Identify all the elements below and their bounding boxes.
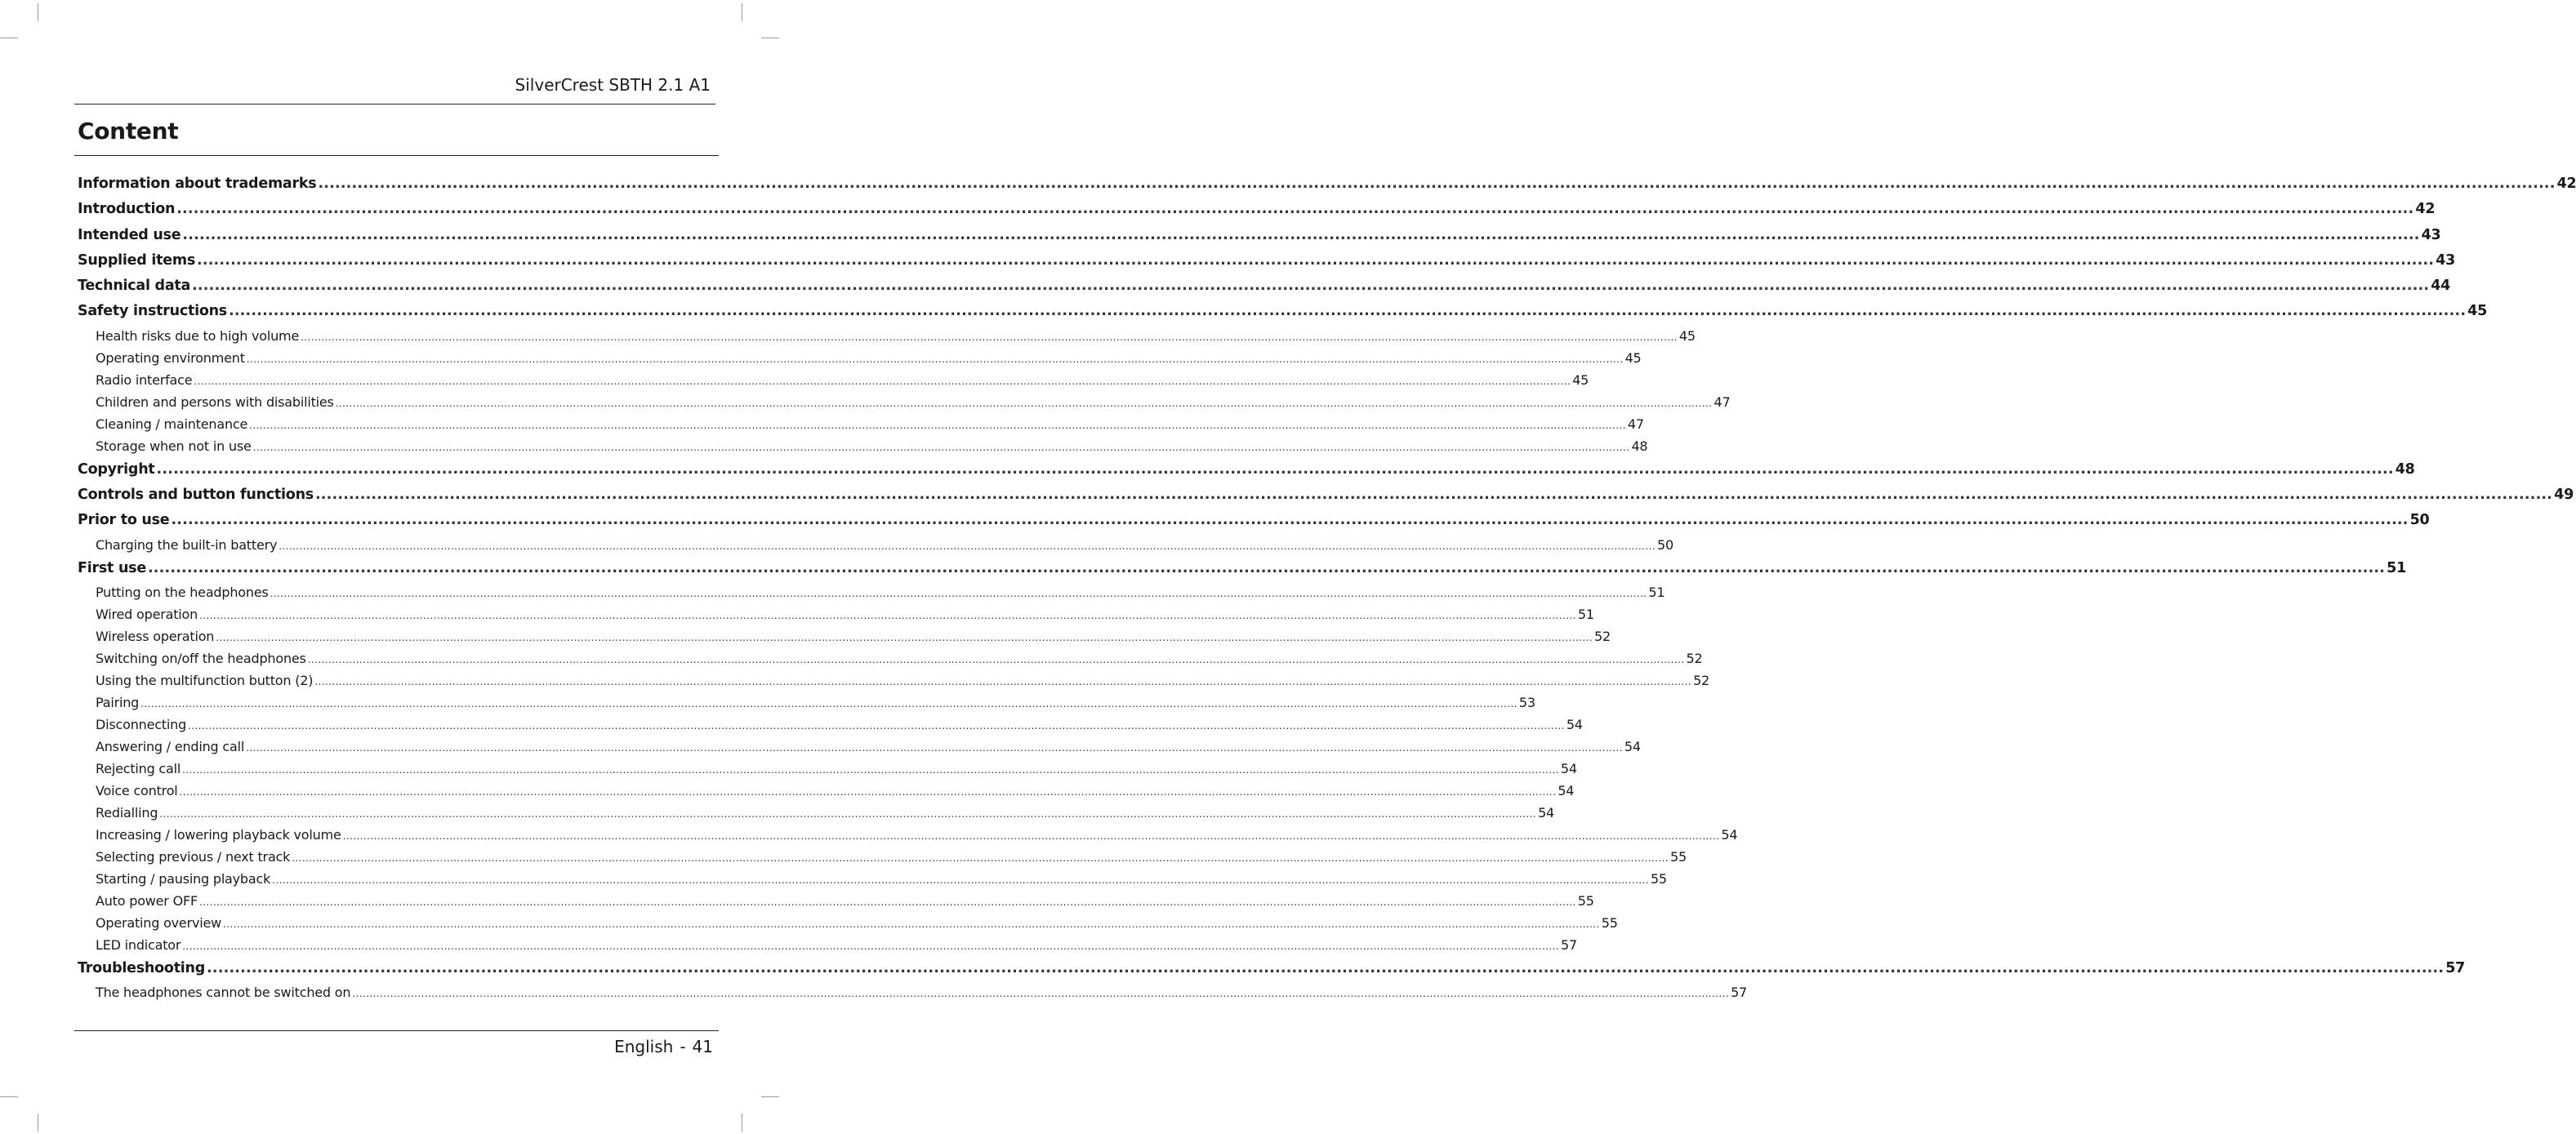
toc-entry-page: 55 xyxy=(1650,870,1667,887)
toc-entry-label: Introduction xyxy=(78,201,176,218)
toc-dot-leader: ................................................................................................................................................................................................................................................................................................................................................................................................................ xyxy=(301,331,1678,343)
toc-dot-leader: ................................................................................................................................................................................................................................................................................................................................................................................................................ xyxy=(279,540,1656,552)
toc-section-entry[interactable] xyxy=(78,483,2574,508)
toc-section-entry[interactable] xyxy=(78,248,2456,273)
toc-section-entry[interactable] xyxy=(78,508,2430,533)
toc-entry-label: Disconnecting xyxy=(96,716,187,732)
toc-dot-leader: ................................................................................................................................................................................................................................................................................................................................................................................................................ xyxy=(147,559,2386,576)
toc-dot-leader: ................................................................................................................................................................................................................................................................................................................................................................................................................ xyxy=(352,988,1730,1000)
toc-entry-page: 57 xyxy=(2445,959,2466,976)
toc-entry-label: Troubleshooting xyxy=(78,959,206,976)
toc-subsection-entry[interactable] xyxy=(78,413,1644,435)
toc-subsection-entry[interactable] xyxy=(78,391,1731,413)
toc-entry-page: 54 xyxy=(1538,804,1555,820)
toc-entry-label: Using the multifunction button (2) xyxy=(96,672,314,688)
toc-section-entry[interactable] xyxy=(78,556,2406,581)
toc-dot-leader: ................................................................................................................................................................................................................................................................................................................................................................................................................ xyxy=(249,419,1626,431)
toc-entry-page: 54 xyxy=(1558,782,1575,798)
toc-subsection-entry[interactable] xyxy=(78,625,1611,647)
toc-dot-leader: ................................................................................................................................................................................................................................................................................................................................................................................................................ xyxy=(192,278,2430,295)
toc-dot-leader: ................................................................................................................................................................................................................................................................................................................................................................................................................ xyxy=(199,609,1576,621)
toc-entry-page: 43 xyxy=(2436,251,2456,269)
toc-dot-leader: ................................................................................................................................................................................................................................................................................................................................................................................................................ xyxy=(197,251,2435,269)
crop-mark xyxy=(761,1096,779,1097)
toc-subsection-entry[interactable] xyxy=(78,824,1738,846)
toc-entry-label: Wired operation xyxy=(96,606,198,622)
toc-entry-page: 57 xyxy=(1731,985,1748,1001)
toc-entry-label: Switching on/off the headphones xyxy=(96,650,306,666)
toc-dot-leader: ................................................................................................................................................................................................................................................................................................................................................................................................................ xyxy=(216,631,1593,643)
toc-subsection-entry[interactable] xyxy=(78,736,1641,758)
toc-subsection-entry[interactable] xyxy=(78,692,1535,714)
toc-entry-label: Storage when not in use xyxy=(96,438,252,454)
footer-page-number: 41 xyxy=(692,1037,713,1056)
toc-entry-label: Rejecting call xyxy=(96,760,181,776)
toc-section-entry[interactable] xyxy=(78,223,2441,248)
toc-entry-page: 54 xyxy=(1560,760,1577,776)
toc-dot-leader: ................................................................................................................................................................................................................................................................................................................................................................................................................ xyxy=(179,785,1557,798)
toc-entry-page: 45 xyxy=(2467,303,2488,320)
toc-entry-label: Voice control xyxy=(96,782,178,798)
toc-dot-leader: ................................................................................................................................................................................................................................................................................................................................................................................................................ xyxy=(342,829,1720,842)
toc-entry-label: Pairing xyxy=(96,694,140,710)
toc-subsection-entry[interactable] xyxy=(78,435,1648,457)
toc-entry-page: 45 xyxy=(1624,349,1642,366)
toc-subsection-entry[interactable] xyxy=(78,912,1618,934)
toc-subsection-entry[interactable] xyxy=(78,603,1594,625)
toc-entry-label: Starting / pausing playback xyxy=(96,870,271,887)
toc-dot-leader: ................................................................................................................................................................................................................................................................................................................................................................................................................ xyxy=(182,226,2420,243)
toc-entry-page: 49 xyxy=(2554,487,2574,504)
toc-subsection-entry[interactable] xyxy=(78,669,1710,692)
toc-entry-label: Putting on the headphones xyxy=(96,584,269,600)
toc-entry-page: 55 xyxy=(1577,892,1594,909)
toc-entry-page: 48 xyxy=(1631,438,1648,454)
toc-subsection-entry[interactable] xyxy=(78,347,1642,369)
toc-dot-leader: ................................................................................................................................................................................................................................................................................................................................................................................................................ xyxy=(228,303,2467,320)
footer-separator: - xyxy=(680,1037,686,1056)
crop-mark xyxy=(0,1096,18,1097)
toc-dot-leader: ................................................................................................................................................................................................................................................................................................................................................................................................................ xyxy=(246,353,1624,365)
toc-dot-leader: ................................................................................................................................................................................................................................................................................................................................................................................................................ xyxy=(182,763,1559,776)
table-of-contents xyxy=(78,171,2576,1003)
toc-dot-leader: ................................................................................................................................................................................................................................................................................................................................................................................................................ xyxy=(223,918,1600,930)
toc-entry-label: Health risks due to high volume xyxy=(96,327,300,344)
toc-entry-page: 51 xyxy=(1648,584,1665,600)
toc-entry-label: Controls and button functions xyxy=(78,487,314,504)
toc-dot-leader: ................................................................................................................................................................................................................................................................................................................................................................................................................ xyxy=(314,487,2553,504)
toc-entry-page: 43 xyxy=(2421,226,2441,243)
toc-entry-label: Operating environment xyxy=(96,349,245,366)
toc-entry-page: 50 xyxy=(2409,512,2430,529)
toc-dot-leader: ................................................................................................................................................................................................................................................................................................................................................................................................................ xyxy=(270,587,1647,599)
toc-subsection-entry[interactable] xyxy=(78,647,1703,669)
toc-subsection-entry[interactable] xyxy=(78,581,1665,603)
toc-dot-leader: ................................................................................................................................................................................................................................................................................................................................................................................................................ xyxy=(335,397,1713,409)
toc-entry-label: Radio interface xyxy=(96,371,193,388)
toc-entry-page: 50 xyxy=(1657,536,1674,553)
toc-entry-page: 55 xyxy=(1601,914,1618,931)
toc-entry-page: 42 xyxy=(2415,201,2436,218)
toc-entry-label: Information about trademarks xyxy=(78,176,317,192)
toc-entry-label: Supplied items xyxy=(78,251,195,269)
toc-subsection-entry[interactable] xyxy=(78,758,1577,780)
page-title: Content xyxy=(78,118,179,145)
toc-dot-leader: ................................................................................................................................................................................................................................................................................................................................................................................................................ xyxy=(314,675,1692,687)
toc-dot-leader: ................................................................................................................................................................................................................................................................................................................................................................................................................ xyxy=(307,653,1685,665)
toc-subsection-entry[interactable] xyxy=(78,934,1578,956)
toc-entry-label: The headphones cannot be switched on xyxy=(96,985,351,1001)
toc-entry-label: Selecting previous / next track xyxy=(96,848,291,865)
toc-subsection-entry[interactable] xyxy=(78,890,1594,912)
toc-entry-page: 55 xyxy=(1670,848,1687,865)
toc-dot-leader: ................................................................................................................................................................................................................................................................................................................................................................................................................ xyxy=(194,375,1571,387)
toc-entry-page: 52 xyxy=(1594,628,1611,644)
document-header: SilverCrest SBTH 2.1 A1 xyxy=(515,75,711,95)
toc-subsection-entry[interactable] xyxy=(78,780,1575,802)
toc-entry-label: Auto power OFF xyxy=(96,892,198,909)
toc-dot-leader: ................................................................................................................................................................................................................................................................................................................................................................................................................ xyxy=(159,807,1537,820)
header-divider xyxy=(74,104,715,105)
toc-entry-page: 57 xyxy=(1561,936,1578,953)
toc-entry-page: 51 xyxy=(1577,606,1594,622)
toc-entry-label: Intended use xyxy=(78,226,181,243)
toc-dot-leader: ................................................................................................................................................................................................................................................................................................................................................................................................................ xyxy=(198,896,1576,908)
toc-dot-leader: ................................................................................................................................................................................................................................................................................................................................................................................................................ xyxy=(246,741,1623,754)
toc-entry-page: 47 xyxy=(1627,416,1644,432)
footer-language: English xyxy=(614,1037,674,1056)
toc-entry-label: Operating overview xyxy=(96,914,222,931)
toc-section-entry[interactable] xyxy=(78,273,2451,299)
toc-entry-label: Redialling xyxy=(96,804,158,820)
toc-entry-label: Answering / ending call xyxy=(96,738,245,754)
toc-section-entry[interactable] xyxy=(78,457,2415,483)
toc-entry-label: LED indicator xyxy=(96,936,181,953)
toc-subsection-entry[interactable] xyxy=(78,714,1583,736)
toc-subsection-entry[interactable] xyxy=(78,868,1667,890)
toc-entry-label: Prior to use xyxy=(78,512,170,529)
toc-entry-label: Charging the built-in battery xyxy=(96,536,278,553)
toc-subsection-entry[interactable] xyxy=(78,369,1589,391)
toc-entry-page: 52 xyxy=(1686,650,1703,666)
toc-entry-page: 45 xyxy=(1572,371,1589,388)
toc-entry-page: 45 xyxy=(1678,327,1696,344)
toc-entry-label: Copyright xyxy=(78,460,155,478)
toc-section-entry[interactable] xyxy=(78,197,2436,222)
toc-entry-label: Wireless operation xyxy=(96,628,215,644)
toc-dot-leader: ................................................................................................................................................................................................................................................................................................................................................................................................................ xyxy=(188,719,1565,732)
toc-entry-label: Increasing / lowering playback volume xyxy=(96,826,341,843)
toc-entry-page: 53 xyxy=(1518,694,1535,710)
toc-entry-page: 52 xyxy=(1693,672,1710,688)
footer-divider xyxy=(74,1030,719,1031)
toc-dot-leader: ................................................................................................................................................................................................................................................................................................................................................................................................................ xyxy=(176,201,2414,218)
toc-section-entry[interactable] xyxy=(78,299,2488,324)
toc-entry-page: 42 xyxy=(2556,176,2576,192)
toc-entry-page: 44 xyxy=(2431,278,2451,295)
toc-entry-page: 47 xyxy=(1714,394,1731,410)
toc-dot-leader: ................................................................................................................................................................................................................................................................................................................................................................................................................ xyxy=(182,940,1560,952)
page-footer xyxy=(614,1037,713,1056)
toc-dot-leader: ................................................................................................................................................................................................................................................................................................................................................................................................................ xyxy=(156,460,2394,478)
toc-entry-label: Safety instructions xyxy=(78,303,227,320)
toc-subsection-entry[interactable] xyxy=(78,981,1748,1003)
toc-subsection-entry[interactable] xyxy=(78,802,1555,824)
toc-dot-leader: ................................................................................................................................................................................................................................................................................................................................................................................................................ xyxy=(252,441,1630,453)
toc-entry-page: 54 xyxy=(1566,716,1583,732)
toc-dot-leader: ................................................................................................................................................................................................................................................................................................................................................................................................................ xyxy=(318,176,2556,192)
toc-dot-leader: ................................................................................................................................................................................................................................................................................................................................................................................................................ xyxy=(171,512,2409,529)
toc-subsection-entry[interactable] xyxy=(78,846,1687,868)
toc-entry-page: 54 xyxy=(1624,738,1641,754)
toc-entry-page: 51 xyxy=(2387,559,2406,576)
toc-section-entry[interactable] xyxy=(78,171,2576,197)
toc-entry-page: 48 xyxy=(2395,460,2415,478)
toc-dot-leader: ................................................................................................................................................................................................................................................................................................................................................................................................................ xyxy=(207,959,2445,976)
toc-section-entry[interactable] xyxy=(78,956,2466,981)
toc-dot-leader: ................................................................................................................................................................................................................................................................................................................................................................................................................ xyxy=(272,874,1649,886)
toc-dot-leader: ................................................................................................................................................................................................................................................................................................................................................................................................................ xyxy=(140,697,1518,709)
toc-subsection-entry[interactable] xyxy=(78,534,1674,556)
toc-subsection-entry[interactable] xyxy=(78,325,1696,347)
toc-entry-label: Children and persons with disabilities xyxy=(96,394,334,410)
toc-dot-leader: ................................................................................................................................................................................................................................................................................................................................................................................................................ xyxy=(292,852,1669,864)
toc-entry-label: First use xyxy=(78,559,146,576)
title-divider xyxy=(74,155,719,156)
toc-entry-label: Cleaning / maintenance xyxy=(96,416,248,432)
toc-entry-page: 54 xyxy=(1721,826,1738,843)
toc-entry-label: Technical data xyxy=(78,278,191,295)
